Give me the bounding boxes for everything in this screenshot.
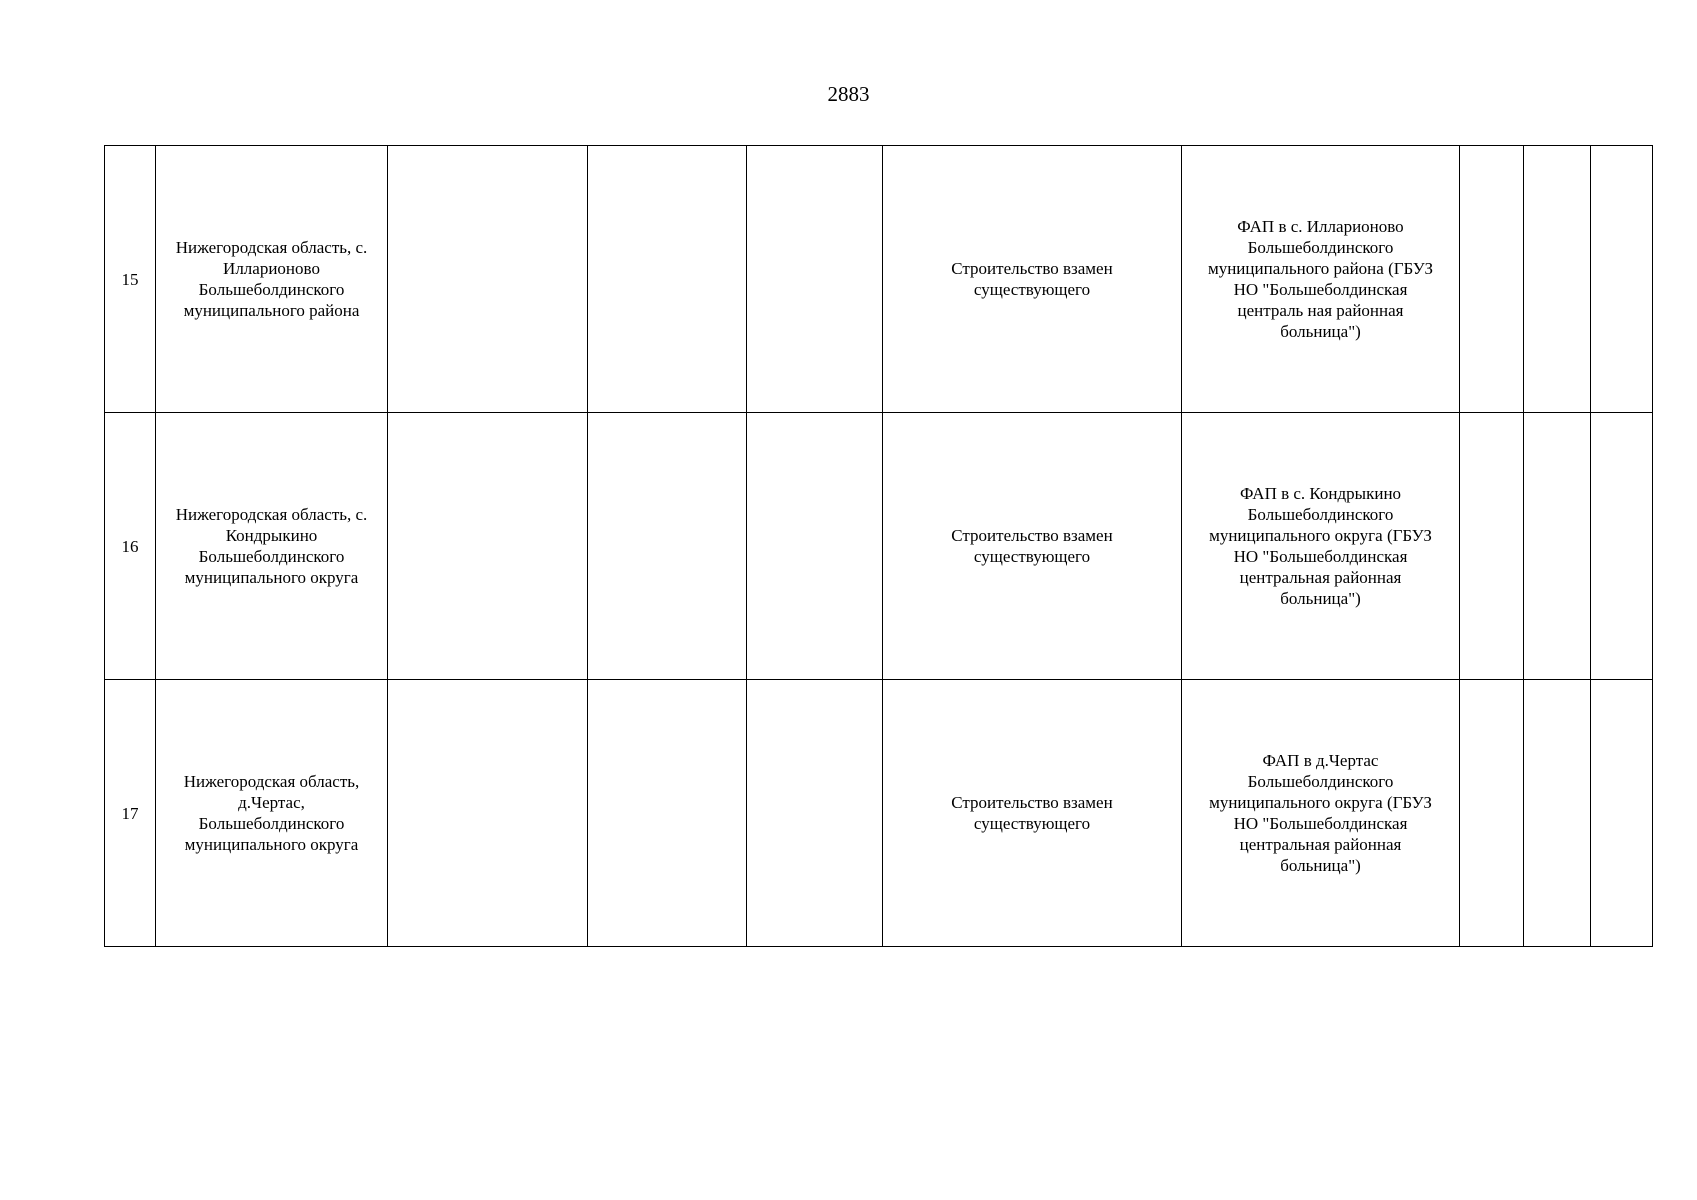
empty-cell	[1460, 413, 1524, 680]
empty-cell	[1524, 413, 1591, 680]
row-number-cell: 17	[105, 680, 156, 947]
facility-cell: ФАП в д.Чертас Большеболдинского муниципального округа (ГБУЗ НО "Большеболдинская центральная районная больница")	[1182, 680, 1460, 947]
empty-cell	[588, 413, 747, 680]
location-cell: Нижегородская область, с. Кондрыкино Большеболдинского муниципального округа	[156, 413, 388, 680]
empty-cell	[1524, 680, 1591, 947]
page-number: 2883	[827, 82, 870, 106]
row-number-cell: 16	[105, 413, 156, 680]
empty-cell	[388, 680, 588, 947]
empty-cell	[388, 146, 588, 413]
facility-cell: ФАП в с. Илларионово Большеболдинского муниципального района (ГБУЗ НО "Большеболдинская централь ная районная больница")	[1182, 146, 1460, 413]
location-cell: Нижегородская область, д.Чертас, Большеболдинского муниципального округа	[156, 680, 388, 947]
table-row	[105, 680, 1653, 947]
empty-cell	[588, 680, 747, 947]
empty-cell	[747, 413, 883, 680]
empty-cell	[1591, 146, 1653, 413]
work-type-cell: Строительство взамен существующего	[883, 146, 1182, 413]
empty-cell	[1460, 146, 1524, 413]
location-cell: Нижегородская область, с. Илларионово Большеболдинского муниципального района	[156, 146, 388, 413]
work-type-cell: Строительство взамен существующего	[883, 680, 1182, 947]
empty-cell	[588, 146, 747, 413]
empty-cell	[747, 146, 883, 413]
objects-table	[104, 145, 1653, 947]
row-number-cell: 15	[105, 146, 156, 413]
table-row	[105, 413, 1653, 680]
table-row	[105, 146, 1653, 413]
facility-cell: ФАП в с. Кондрыкино Большеболдинского муниципального округа (ГБУЗ НО "Большеболдинская центральная районная больница")	[1182, 413, 1460, 680]
empty-cell	[1591, 413, 1653, 680]
work-type-cell: Строительство взамен существующего	[883, 413, 1182, 680]
empty-cell	[1591, 680, 1653, 947]
empty-cell	[747, 680, 883, 947]
empty-cell	[1460, 680, 1524, 947]
empty-cell	[388, 413, 588, 680]
empty-cell	[1524, 146, 1591, 413]
